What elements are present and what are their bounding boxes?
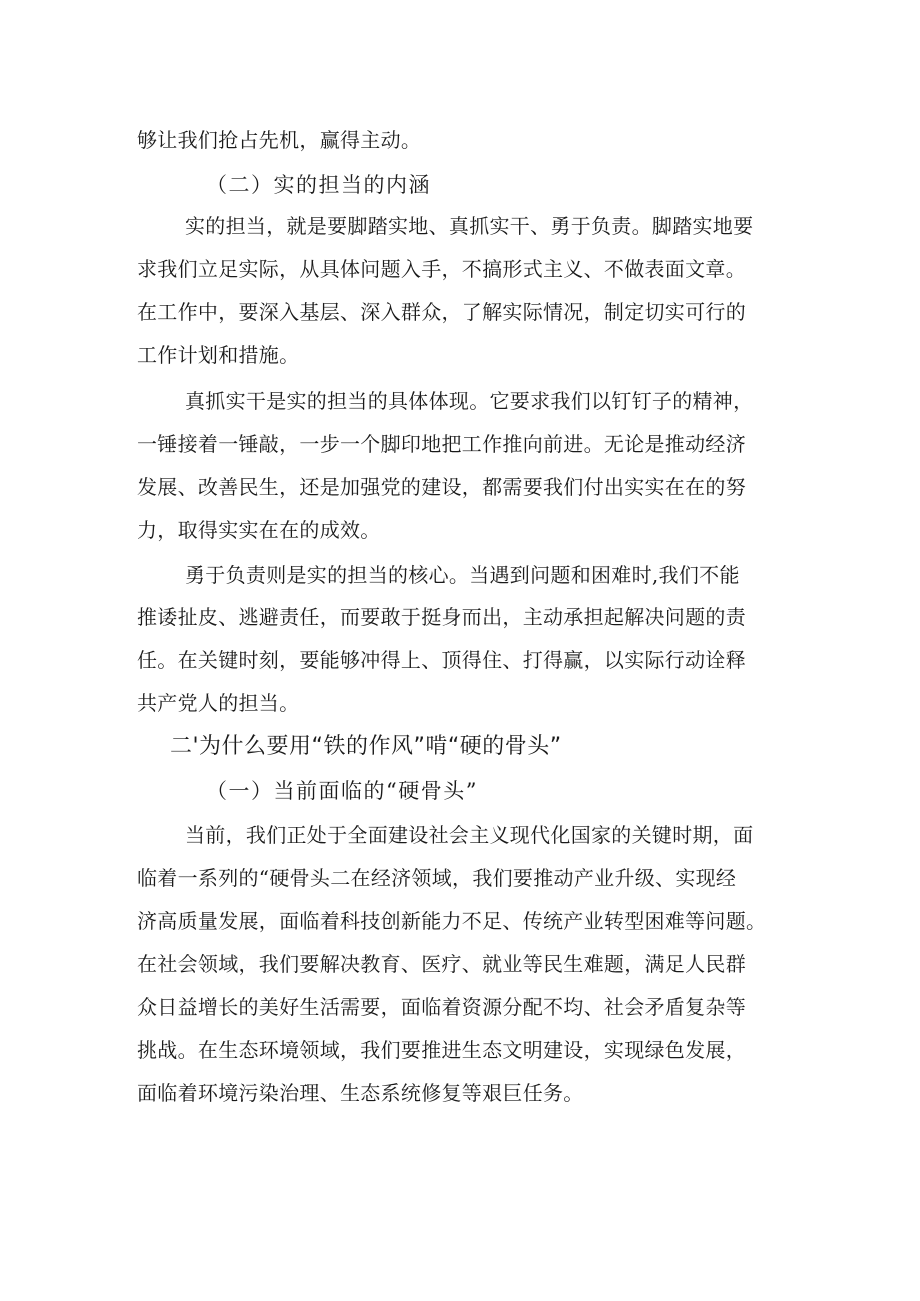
body-line: 真抓实干是实的担当的具体体现。它要求我们以钉钉子的精神， (185, 389, 754, 413)
body-line: 求我们立足实际，从具体问题入手，不搞形式主义、不做表面文章。 (137, 257, 746, 281)
section-subheading: （二）实的担当的内涵 (206, 173, 431, 197)
body-line: 实的担当，就是要脚踏实地、真抓实干、勇于负责。脚踏实地要 (185, 214, 754, 238)
body-line: 共产党人的担当。 (137, 691, 300, 715)
body-line: 济高质量发展，面临着科技创新能力不足、传统产业转型困难等问题。 (137, 909, 767, 933)
body-line: 当前，我们正处于全面建设社会主义现代化国家的关键时期，面 (185, 823, 754, 847)
body-line: 一锤接着一锤敲，一步一个脚印地把工作推向前进。无论是推动经济 (137, 432, 746, 456)
body-line: 发展、改善民生，还是加强党的建设，都需要我们付出实实在在的努 (137, 475, 746, 499)
body-line: 临着一系列的“硬骨头二在经济领域，我们要推动产业升级、实现经 (137, 866, 737, 890)
body-line: 推诿扯皮、逃避责任，而要敢于挺身而出，主动承担起解决问题的责 (137, 605, 746, 629)
body-line: 众日益增长的美好生活需要，面临着资源分配不均、社会矛盾复杂等 (137, 995, 746, 1019)
body-line: 面临着环境污染治理、生态系统修复等艰巨任务。 (137, 1081, 584, 1105)
section-subheading: （一）当前面临的“硬骨头” (206, 779, 478, 803)
body-line: 在工作中，要深入基层、深入群众，了解实际情况，制定切实可行的 (137, 300, 746, 324)
section-heading: 二'为什么要用“铁的作风”啃“硬的骨头” (170, 734, 562, 759)
body-line: 勇于负责则是实的担当的核心。当遇到问题和困难时,我们不能 (185, 563, 740, 587)
body-line: 力，取得实实在在的成效。 (137, 518, 381, 542)
body-line: 在社会领域，我们要解决教育、医疗、就业等民生难题，满足人民群 (137, 952, 746, 976)
body-line: 挑战。在生态环境领域，我们要推进生态文明建设，实现绿色发展， (137, 1038, 746, 1062)
body-line: 工作计划和措施。 (137, 343, 300, 367)
body-line: 任。在关键时刻，要能够冲得上、顶得住、打得赢，以实际行动诠释 (137, 648, 746, 672)
body-line: 够让我们抢占先机，赢得主动。 (137, 128, 422, 152)
